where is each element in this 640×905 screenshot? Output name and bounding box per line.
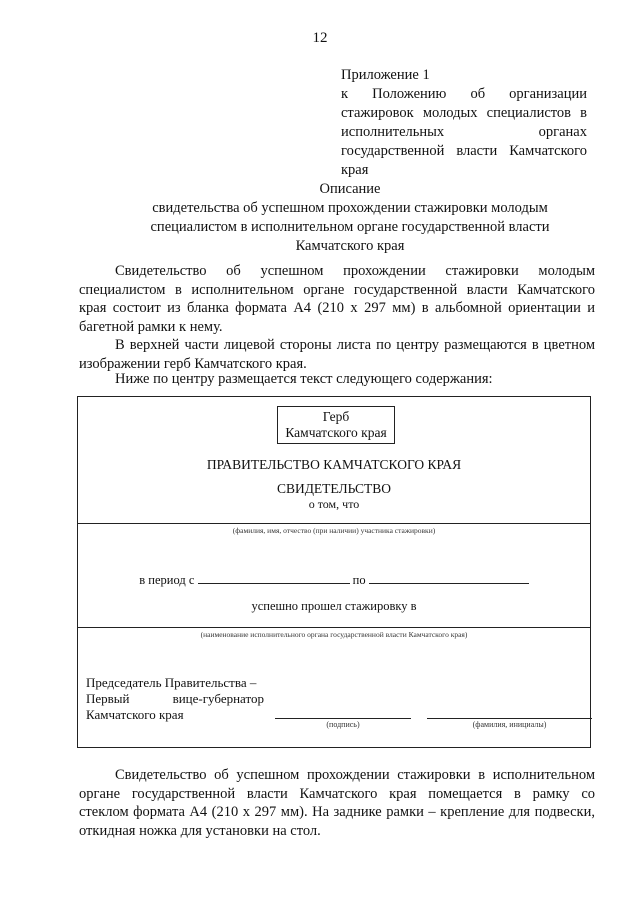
signer-line: Первый вице-губернатор [86, 691, 264, 706]
initials-hint: (фамилия, инициалы) [472, 720, 547, 729]
paragraph-line: края состоит из бланка формата А4 (210 х 297 мм) в альбомной ориентации и [79, 300, 595, 316]
appendix-title: Приложение 1 [341, 67, 430, 83]
signature-hint: (подпись) [326, 720, 360, 729]
paragraph-line: откидная ножка для установки на стол. [79, 822, 321, 839]
signature-line [275, 718, 411, 719]
completed-text: успешно прошел стажировку в [251, 599, 417, 613]
divider [78, 523, 590, 524]
period-to-field [369, 571, 529, 584]
paragraph-line: специалистом в исполнительном органе государственной власти Камчатского [79, 281, 595, 298]
emblem-box [277, 406, 395, 444]
description-line: свидетельства об успешном прохождении стажировки молодым [152, 200, 548, 216]
description-line: специалистом в исполнительном органе государственной власти [150, 219, 550, 235]
signer-line: Председатель Правительства – [86, 675, 257, 690]
appendix-line: государственной власти Камчатского [341, 143, 587, 159]
paragraph-line: стеклом формата А4 (210 х 297 мм). На заднике рамки – крепление для подвески, [79, 804, 595, 820]
signer-line: Камчатского края [86, 707, 184, 722]
paragraph-frame [79, 766, 595, 840]
paragraph-line: изображении герб Камчатского края. [79, 355, 307, 372]
appendix-line: стажировок молодых специалистов в [341, 105, 587, 121]
emblem-label: Камчатского края [285, 425, 387, 440]
page-number: 12 [312, 30, 328, 46]
appendix-line: исполнительных органах [341, 124, 587, 140]
name-hint: (фамилия, имя, отчество (при наличии) участника стажировки) [232, 526, 436, 535]
paragraph-line: Свидетельство об успешном прохождении стажировки в исполнительном [115, 767, 595, 783]
paragraph-composition [79, 262, 595, 336]
certificate-title: СВИДЕТЕЛЬСТВО [276, 481, 392, 496]
emblem-label: Герб [322, 409, 350, 424]
paragraph-line: органе государственной власти Камчатского края помещается в рамку со [79, 785, 595, 802]
description-block [60, 180, 640, 256]
period-to-label: по [352, 573, 366, 587]
paragraph-emblem [79, 336, 595, 373]
initials-line [427, 718, 592, 719]
period-from-label: в период с [139, 573, 195, 587]
period-from-field [198, 571, 350, 584]
appendix-block [341, 66, 587, 180]
organ-hint: (наименование исполнительного органа государственной власти Камчатского края) [200, 630, 468, 639]
description-title: Описание [319, 181, 381, 197]
appendix-line: к Положению об организации [341, 86, 587, 102]
paragraph-line: Свидетельство об успешном прохождении стажировки молодым [115, 263, 595, 279]
divider [78, 627, 590, 628]
certificate-form [77, 396, 591, 748]
period-row [78, 571, 590, 588]
government-title: ПРАВИТЕЛЬСТВО КАМЧАТСКОГО КРАЯ [206, 457, 462, 472]
paragraph-line: Ниже по центру размещается текст следующего содержания: [115, 371, 493, 387]
paragraph-line: В верхней части лицевой стороны листа по центру размещаются в цветном [115, 337, 595, 353]
about-text: о том, что [308, 497, 360, 511]
description-line: Камчатского края [295, 238, 405, 254]
signer-block [86, 675, 264, 723]
paragraph-line: багетной рамки к нему. [79, 318, 223, 335]
paragraph-text-intro [79, 370, 595, 389]
appendix-line: края [341, 162, 369, 178]
